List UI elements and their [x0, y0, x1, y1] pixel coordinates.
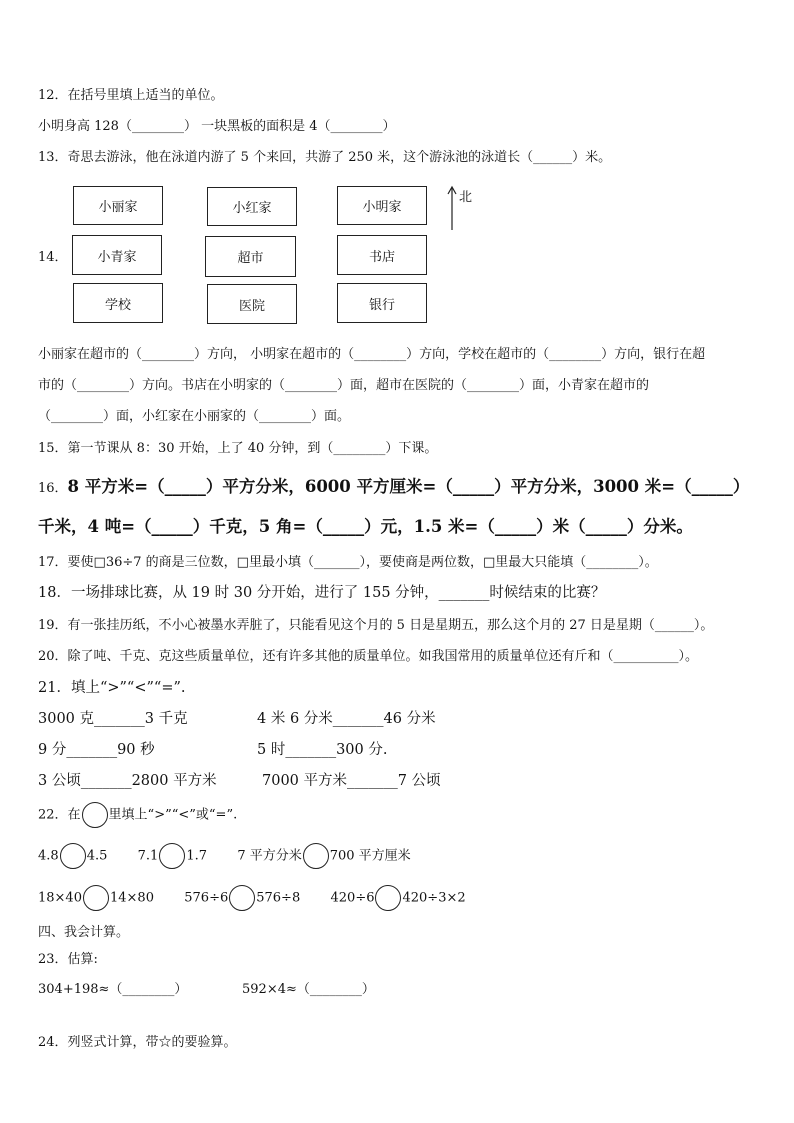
- answer-circle[interactable]: [229, 885, 255, 911]
- compare-circle-icon: [82, 802, 108, 828]
- q22-r1-c-right: 700 平方厘米: [329, 848, 411, 864]
- q14-line3: （________）面，小红家在小丽家的（________）面。: [38, 409, 351, 424]
- q23-title: 23．估算:: [38, 952, 98, 967]
- map-box-bank: 银行: [337, 283, 427, 323]
- q21-title: 21．填上“>”“<”“=”.: [38, 680, 186, 696]
- q14-line2: 市的（________）方向。书店在小明家的（________）面，超市在医院的（________）面，小青家在超市的: [38, 378, 650, 393]
- q13-text: 13．奇思去游泳，他在泳道内游了 5 个来回，共游了 250 米，这个游泳池的泳道长（______）米。: [38, 150, 612, 165]
- q14-number: 14．: [38, 250, 68, 265]
- q22-r2-c-left: 420÷6: [330, 890, 375, 906]
- q22-title: [38, 802, 237, 828]
- q22-row2: [38, 885, 466, 911]
- q22-r2-c-right: 420÷3×2: [402, 890, 466, 906]
- q15-text: 15．第一节课从 8：30 开始，上了 40 分钟，到（________）下课。: [38, 441, 438, 456]
- q23-item-2: 592×4≈（________）: [242, 982, 375, 997]
- q22-r2-b-right: 576÷8: [256, 890, 301, 906]
- map-box-supermarket: 超市: [205, 236, 296, 277]
- q22-r2-a-left: 18×40: [38, 890, 82, 906]
- q22-r2-b-left: 576÷6: [184, 890, 229, 906]
- q22-r1-b-right: 1.7: [186, 848, 208, 864]
- answer-circle[interactable]: [83, 885, 109, 911]
- q16-line1: 8 平方米=（_____）平方分米，6000 平方厘米=（_____）平方分米，3000 米=（_____）: [67, 477, 750, 496]
- answer-circle[interactable]: [159, 843, 185, 869]
- q22-r2-a-right: 14×80: [109, 890, 154, 906]
- map-box-school: 学校: [73, 283, 163, 323]
- q16-line1-wrap: [38, 473, 749, 497]
- map-box-xiaoming: 小明家: [337, 186, 427, 225]
- q16-line2: 千米，4 吨=（_____）千克，5 角=（_____）元，1.5 米=（_____）米（_____）分米。: [38, 517, 693, 536]
- answer-circle[interactable]: [303, 843, 329, 869]
- map-box-bookstore: 书店: [337, 235, 427, 275]
- q12-title: 12．在括号里填上适当的单位。: [38, 88, 224, 103]
- q16-number: 16．: [38, 481, 68, 496]
- q14-line1: 小丽家在超市的（________）方向， 小明家在超市的（________）方向，学校在超市的（________）方向，银行在超: [38, 347, 706, 362]
- q22-r1-b-left: 7.1: [137, 848, 159, 864]
- q21-row2-right: 5 时_______300 分.: [257, 742, 388, 758]
- answer-circle[interactable]: [60, 843, 86, 869]
- q19-text: 19．有一张挂历纸，不小心被墨水弄脏了，只能看见这个月的 5 日是星期五，那么这个月的 27 日是星期（______）。: [38, 618, 714, 633]
- q22-r1-c-left: 7 平方分米: [237, 848, 302, 864]
- q12-line: 小明身高 128（________） 一块黑板的面积是 4（________）: [38, 119, 396, 134]
- map-box-xiaoqing: 小青家: [72, 235, 162, 275]
- answer-circle[interactable]: [375, 885, 401, 911]
- q18-text: 18．一场排球比赛，从 19 时 30 分开始，进行了 155 分钟，_______时候结束的比赛？: [38, 585, 606, 601]
- map-box-xiaohong: 小红家: [207, 187, 297, 226]
- map-box-xiaoli: 小丽家: [73, 186, 163, 225]
- north-arrow-icon: [446, 184, 460, 232]
- q23-item-1: 304+198≈（________）: [38, 982, 188, 997]
- q21-row3-right: 7000 平方米_______7 公顷: [262, 773, 441, 789]
- map-box-hospital: 医院: [207, 284, 297, 324]
- q17-text: 17．要使□36÷7 的商是三位数，□里最小填（_______），要使商是两位数，□里最大只能填（________）。: [38, 555, 658, 570]
- q20-text: 20．除了吨、千克、克这些质量单位，还有许多其他的质量单位。如我国常用的质量单位还有斤和（__________）。: [38, 649, 699, 664]
- q21-row2-left: 9 分_______90 秒: [38, 742, 155, 758]
- q22-r1-a-left: 4.8: [38, 848, 59, 864]
- q24-title: 24．列竖式计算，带☆的要验算。: [38, 1035, 237, 1050]
- q22-row1: [38, 843, 411, 869]
- q21-row1-left: 3000 克_______3 千克: [38, 711, 188, 727]
- q22-title-a: 22．在: [38, 807, 81, 823]
- q22-title-b: 里填上“>”“<”或“=”.: [108, 807, 238, 823]
- q22-r1-a-right: 4.5: [86, 848, 108, 864]
- q21-row1-right: 4 米 6 分米_______46 分米: [257, 711, 436, 727]
- north-label: 北: [459, 190, 473, 205]
- q21-row3-left: 3 公顷_______2800 平方米: [38, 773, 217, 789]
- section4-title: 四、我会计算。: [38, 925, 130, 940]
